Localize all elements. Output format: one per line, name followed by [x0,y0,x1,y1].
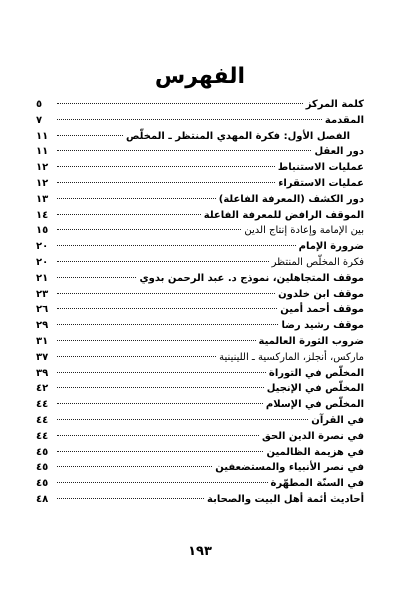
toc-entry-label: في القرآن [311,414,364,426]
toc-entry-page: ١٤ [36,209,49,221]
dot-leader [57,498,204,499]
toc-entry-page: ٤٥ [36,478,49,490]
toc-entry-page: ٤٤ [36,430,49,442]
toc-entry [36,97,364,113]
toc-entry-page: ٤٥ [36,446,49,458]
dot-leader [57,182,275,183]
toc-entry-label: عمليات الاستقراء [278,177,364,189]
toc-entry-label: ضرورة الإمام [298,241,364,253]
dot-leader [57,372,266,373]
toc-entry [36,429,364,445]
toc-entry-label: بين الإمامة وإعادة إنتاج الدين [244,225,364,237]
toc-entry [36,287,364,303]
page-number: ١٩٣ [188,544,212,559]
dot-leader [57,229,241,230]
toc-entry-label: موقف المتجاهلين، نموذج د. عبد الرحمن بدوي [139,272,364,284]
toc-entry-label: دور العقل [314,146,364,158]
toc-entry-label: في نصر الأنبياء والمستضعفين [215,462,364,474]
toc-entry-label: دور الكشف (المعرفة الفاعلة) [218,193,364,205]
toc-entry-label: الفصل الأول: فكرة المهدي المنتظر ـ المخلّص [126,130,350,142]
toc-entry [36,334,364,350]
dot-leader [57,214,201,215]
toc-entry [36,255,364,271]
dot-leader [57,324,278,325]
dot-leader [57,466,212,467]
toc-entry [36,302,364,318]
dot-leader [57,435,259,436]
toc-entry-page: ١١ [36,146,49,158]
toc-entry [36,492,364,508]
dot-leader [57,261,269,262]
toc-entry-label: ضروب الثورة العالمية [258,335,364,347]
toc-entry-label: في هزيمة الظالمين [266,446,364,458]
toc-entry-page: ٢٦ [36,304,49,316]
dot-leader [57,482,268,483]
toc-entry-page: ٢٩ [36,320,49,332]
toc-entry-label: المخلّص في التوراة [268,367,364,379]
dot-leader [57,293,275,294]
toc-entry [36,223,364,239]
toc-entry-page: ١٣ [36,193,49,205]
toc-entry-label: الموقف الرافض للمعرفة الفاعلة [203,209,364,221]
toc-entry-page: ٢٣ [36,288,49,300]
dot-leader [57,119,322,120]
toc-entry [36,397,364,413]
dot-leader [57,419,308,420]
dot-leader [57,308,277,309]
dot-leader [57,403,263,404]
toc-entry-page: ١٥ [36,225,49,237]
toc-entry [36,445,364,461]
page-title: الفهرس [154,64,246,89]
toc-entry-label: المقدمة [324,114,364,126]
toc-entry-page: ١٢ [36,162,49,174]
table-of-contents [36,97,364,508]
toc-entry-page: ١١ [36,130,49,142]
dot-leader [57,277,136,278]
toc-entry-label: أحاديث أئمة أهل البيت والصحابة [207,493,364,505]
toc-entry-page: ٣٧ [36,351,49,363]
dot-leader [57,103,303,104]
toc-entry [36,144,364,160]
toc-entry-label: موقف أحمد أمين [280,304,364,316]
toc-entry [36,192,364,208]
toc-entry [36,413,364,429]
toc-entry [36,176,364,192]
dot-leader [57,245,296,246]
toc-entry-page: ٤٤ [36,414,49,426]
toc-entry-label: كلمة المركز [305,99,364,110]
dot-leader [57,135,123,136]
dot-leader [57,451,263,452]
toc-entry [36,318,364,334]
toc-entry-page: ١٢ [36,177,49,189]
toc-entry-page: ٤٨ [36,493,49,505]
dot-leader [57,356,216,357]
toc-entry-page: ٤٢ [36,383,49,395]
toc-entry [36,476,364,492]
toc-entry-label: المخلّص في الإنجيل [266,383,364,395]
toc-entry-label: موقف ابن خلدون [278,288,364,300]
dot-leader [57,166,275,167]
toc-entry [36,113,364,129]
toc-entry-page: ٥ [36,99,43,110]
toc-entry-label: في نصرة الدين الحق [262,430,364,442]
toc-entry-page: ٣١ [36,335,49,347]
toc-entry [36,271,364,287]
toc-entry [36,381,364,397]
toc-entry-page: ٤٥ [36,462,49,474]
dot-leader [57,150,311,151]
toc-entry [36,239,364,255]
toc-entry [36,208,364,224]
toc-entry [36,129,364,145]
toc-entry-label: عمليات الاستنباط [277,162,364,174]
dot-leader [57,387,264,388]
toc-entry [36,460,364,476]
toc-entry-label: في السنّة المطهّرة [270,478,364,490]
toc-entry-label: المخلّص في الإسلام [265,399,364,411]
toc-entry-label: فكرة المخلّص المنتظر [271,256,364,268]
toc-entry-label: موقف رشيد رضا [281,320,364,332]
dot-leader [57,340,256,341]
toc-entry [36,350,364,366]
toc-entry-page: ٢٠ [36,256,49,268]
toc-entry-page: ٢١ [36,272,49,284]
toc-entry-page: ٧ [36,114,43,126]
toc-entry [36,160,364,176]
toc-entry-page: ٣٩ [36,367,49,379]
toc-entry-page: ٤٤ [36,399,49,411]
toc-entry-page: ٢٠ [36,241,49,253]
toc-entry [36,366,364,382]
dot-leader [57,198,216,199]
toc-entry-label: ماركس، أنجلز، الماركسية ـ اللينينية [219,351,364,363]
